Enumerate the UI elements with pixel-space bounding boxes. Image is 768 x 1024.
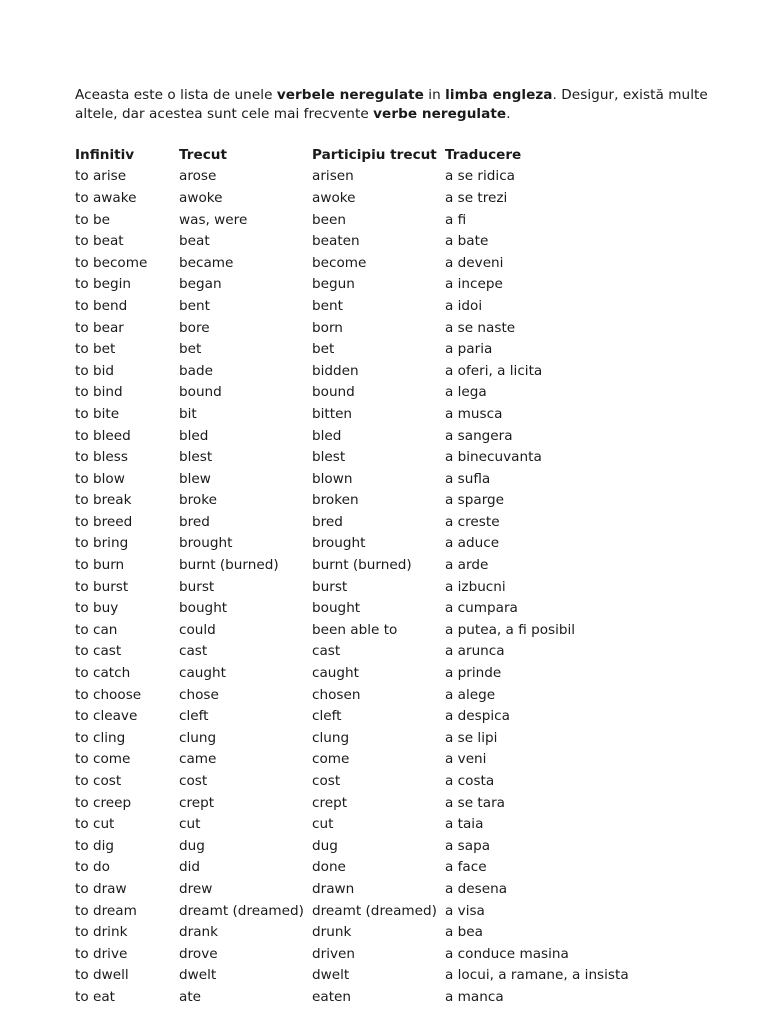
infinitiv-cell: to begin <box>75 276 131 293</box>
table-row <box>75 749 705 771</box>
infinitiv-cell: to cut <box>75 816 115 833</box>
infinitiv-cell: to come <box>75 751 131 768</box>
infinitiv-cell: to cast <box>75 643 122 660</box>
trecut-cell: dug <box>179 837 205 854</box>
infinitiv-cell: to breed <box>75 513 133 530</box>
traducere-cell: a se trezi <box>445 189 508 206</box>
trecut-cell: blest <box>179 449 213 466</box>
participiu-cell: bought <box>312 600 361 617</box>
trecut-cell: became <box>179 254 234 271</box>
trecut-cell: caught <box>179 665 226 682</box>
participiu-cell: clung <box>312 729 350 746</box>
traducere-cell: a aduce <box>445 535 500 552</box>
trecut-cell: blew <box>179 470 211 487</box>
infinitiv-cell: to bid <box>75 362 115 379</box>
participiu-cell: broken <box>312 492 359 509</box>
table-row <box>75 382 705 404</box>
traducere-cell: a creste <box>445 513 500 530</box>
participiu-cell: become <box>312 254 367 271</box>
infinitiv-cell: to dwell <box>75 967 129 984</box>
infinitiv-cell: to can <box>75 621 118 638</box>
trecut-cell: was, were <box>179 211 248 228</box>
trecut-cell: bade <box>179 362 213 379</box>
infinitiv-cell: to become <box>75 254 148 271</box>
trecut-cell: drove <box>179 945 218 962</box>
infinitiv-cell: to bless <box>75 449 128 466</box>
traducere-cell: a se ridica <box>445 168 515 185</box>
table-row <box>75 252 705 274</box>
traducere-cell: a deveni <box>445 254 504 271</box>
table-row <box>75 878 705 900</box>
traducere-cell: a veni <box>445 751 487 768</box>
participiu-cell: bitten <box>312 405 353 422</box>
intro-text-2: in <box>423 86 446 103</box>
table-row <box>75 468 705 490</box>
trecut-cell: burnt (burned) <box>179 557 279 574</box>
infinitiv-cell: to drive <box>75 945 128 962</box>
participiu-cell: burst <box>312 578 348 595</box>
trecut-cell: did <box>179 859 201 876</box>
participiu-cell: blown <box>312 470 353 487</box>
traducere-cell: a arunca <box>445 643 505 660</box>
participiu-cell: arisen <box>312 168 354 185</box>
traducere-cell: a se naste <box>445 319 516 336</box>
traducere-cell: a prinde <box>445 665 502 682</box>
infinitiv-cell: to creep <box>75 794 132 811</box>
traducere-cell: a sparge <box>445 492 505 509</box>
table-row <box>75 900 705 922</box>
table-row <box>75 943 705 965</box>
infinitiv-cell: to do <box>75 859 110 876</box>
header-infinitiv: Infinitiv <box>75 146 135 163</box>
trecut-cell: bled <box>179 427 209 444</box>
infinitiv-cell: to bring <box>75 535 129 552</box>
trecut-cell: dwelt <box>179 967 217 984</box>
participiu-cell: drawn <box>312 880 355 897</box>
intro-bold-3: verbe neregulate <box>373 105 507 122</box>
participiu-cell: cost <box>312 773 341 790</box>
intro-text-1: Aceasta este o lista de unele <box>75 86 277 103</box>
trecut-cell: drew <box>179 880 213 897</box>
infinitiv-cell: to bend <box>75 297 128 314</box>
traducere-cell: a fi <box>445 211 467 228</box>
traducere-cell: a sangera <box>445 427 513 444</box>
table-row <box>75 533 705 555</box>
traducere-cell: a costa <box>445 773 495 790</box>
participiu-cell: cut <box>312 816 334 833</box>
infinitiv-cell: to buy <box>75 600 119 617</box>
participiu-cell: beaten <box>312 233 360 250</box>
table-row <box>75 554 705 576</box>
trecut-cell: clung <box>179 729 217 746</box>
infinitiv-cell: to dream <box>75 902 137 919</box>
infinitiv-cell: to drink <box>75 924 128 941</box>
trecut-cell: burst <box>179 578 215 595</box>
participiu-cell: awoke <box>312 189 356 206</box>
traducere-cell: a paria <box>445 341 493 358</box>
traducere-cell: a locui, a ramane, a insista <box>445 967 629 984</box>
infinitiv-cell: to dig <box>75 837 115 854</box>
table-row <box>75 792 705 814</box>
trecut-cell: awoke <box>179 189 223 206</box>
participiu-cell: come <box>312 751 350 768</box>
participiu-cell: chosen <box>312 686 361 703</box>
table-header-row <box>75 144 705 166</box>
traducere-cell: a incepe <box>445 276 503 293</box>
trecut-cell: bound <box>179 384 222 401</box>
participiu-cell: brought <box>312 535 366 552</box>
intro-text-3: . Desigur, există multe altele, dar acestea sunt cele mai frecvente <box>75 86 708 122</box>
infinitiv-cell: to draw <box>75 880 127 897</box>
traducere-cell: a despica <box>445 708 510 725</box>
trecut-cell: cast <box>179 643 208 660</box>
traducere-cell: a face <box>445 859 487 876</box>
traducere-cell: a sapa <box>445 837 491 854</box>
traducere-cell: a taia <box>445 816 484 833</box>
table-row <box>75 770 705 792</box>
table-row <box>75 857 705 879</box>
traducere-cell: a se lipi <box>445 729 498 746</box>
table-row <box>75 921 705 943</box>
participiu-cell: dug <box>312 837 338 854</box>
table-row <box>75 684 705 706</box>
participiu-cell: eaten <box>312 988 352 1005</box>
table-row <box>75 295 705 317</box>
table-row <box>75 166 705 188</box>
trecut-cell: dreamt (dreamed) <box>179 902 304 919</box>
participiu-cell: dreamt (dreamed) <box>312 902 437 919</box>
table-row <box>75 274 705 296</box>
participiu-cell: drunk <box>312 924 352 941</box>
table-row <box>75 187 705 209</box>
traducere-cell: a cumpara <box>445 600 518 617</box>
traducere-cell: a manca <box>445 988 504 1005</box>
traducere-cell: a lega <box>445 384 487 401</box>
participiu-cell: bidden <box>312 362 359 379</box>
intro-text-4: . <box>506 105 511 122</box>
table-row <box>75 446 705 468</box>
trecut-cell: cleft <box>179 708 209 725</box>
trecut-cell: bent <box>179 297 210 314</box>
table-row <box>75 813 705 835</box>
traducere-cell: a arde <box>445 557 489 574</box>
infinitiv-cell: to bet <box>75 341 116 358</box>
traducere-cell: a izbucni <box>445 578 506 595</box>
participiu-cell: bound <box>312 384 355 401</box>
header-participiu-trecut: Participiu trecut <box>312 146 437 163</box>
trecut-cell: bet <box>179 341 202 358</box>
traducere-cell: a binecuvanta <box>445 449 542 466</box>
trecut-cell: bred <box>179 513 210 530</box>
trecut-cell: ate <box>179 988 202 1005</box>
table-row <box>75 986 705 1008</box>
table-row <box>75 619 705 641</box>
trecut-cell: bore <box>179 319 210 336</box>
traducere-cell: a visa <box>445 902 485 919</box>
table-row <box>75 965 705 987</box>
table-row <box>75 511 705 533</box>
infinitiv-cell: to blow <box>75 470 125 487</box>
traducere-cell: a oferi, a licita <box>445 362 543 379</box>
traducere-cell: a idoi <box>445 297 483 314</box>
participiu-cell: bet <box>312 341 335 358</box>
infinitiv-cell: to burn <box>75 557 125 574</box>
table-row <box>75 338 705 360</box>
table-row <box>75 705 705 727</box>
table-row <box>75 360 705 382</box>
trecut-cell: cost <box>179 773 208 790</box>
table-row <box>75 425 705 447</box>
infinitiv-cell: to arise <box>75 168 127 185</box>
participiu-cell: bent <box>312 297 343 314</box>
table-row <box>75 835 705 857</box>
trecut-cell: bit <box>179 405 197 422</box>
table-body <box>75 166 705 1008</box>
intro-paragraph <box>75 86 715 124</box>
intro-bold-2: limba engleza <box>445 86 553 103</box>
table-row <box>75 403 705 425</box>
traducere-cell: a alege <box>445 686 496 703</box>
table-row <box>75 230 705 252</box>
infinitiv-cell: to bind <box>75 384 123 401</box>
infinitiv-cell: to bleed <box>75 427 131 444</box>
trecut-cell: began <box>179 276 222 293</box>
infinitiv-cell: to cost <box>75 773 122 790</box>
participiu-cell: burnt (burned) <box>312 557 412 574</box>
participiu-cell: dwelt <box>312 967 350 984</box>
table-row <box>75 576 705 598</box>
irregular-verbs-table <box>75 144 705 1008</box>
intro-bold-1: verbele neregulate <box>276 86 424 103</box>
traducere-cell: a desena <box>445 880 508 897</box>
participiu-cell: born <box>312 319 343 336</box>
participiu-cell: done <box>312 859 346 876</box>
traducere-cell: a bea <box>445 924 483 941</box>
infinitiv-cell: to cleave <box>75 708 138 725</box>
infinitiv-cell: to cling <box>75 729 126 746</box>
trecut-cell: chose <box>179 686 219 703</box>
table-row <box>75 209 705 231</box>
participiu-cell: crept <box>312 794 348 811</box>
table-row <box>75 727 705 749</box>
traducere-cell: a musca <box>445 405 503 422</box>
trecut-cell: crept <box>179 794 215 811</box>
participiu-cell: cleft <box>312 708 342 725</box>
trecut-cell: came <box>179 751 217 768</box>
participiu-cell: been able to <box>312 621 398 638</box>
trecut-cell: broke <box>179 492 217 509</box>
participiu-cell: been <box>312 211 346 228</box>
infinitiv-cell: to bite <box>75 405 120 422</box>
infinitiv-cell: to bear <box>75 319 124 336</box>
trecut-cell: bought <box>179 600 228 617</box>
trecut-cell: brought <box>179 535 233 552</box>
table-row <box>75 641 705 663</box>
table-row <box>75 662 705 684</box>
trecut-cell: drank <box>179 924 219 941</box>
traducere-cell: a sufla <box>445 470 491 487</box>
infinitiv-cell: to eat <box>75 988 115 1005</box>
trecut-cell: cut <box>179 816 201 833</box>
traducere-cell: a bate <box>445 233 489 250</box>
trecut-cell: could <box>179 621 216 638</box>
header-traducere: Traducere <box>445 146 522 163</box>
table-row <box>75 597 705 619</box>
table-row <box>75 317 705 339</box>
participiu-cell: bred <box>312 513 343 530</box>
traducere-cell: a putea, a fi posibil <box>445 621 576 638</box>
traducere-cell: a conduce masina <box>445 945 569 962</box>
header-trecut: Trecut <box>179 146 227 163</box>
trecut-cell: arose <box>179 168 217 185</box>
infinitiv-cell: to choose <box>75 686 142 703</box>
infinitiv-cell: to break <box>75 492 132 509</box>
participiu-cell: caught <box>312 665 359 682</box>
traducere-cell: a se tara <box>445 794 505 811</box>
participiu-cell: begun <box>312 276 355 293</box>
infinitiv-cell: to catch <box>75 665 131 682</box>
participiu-cell: blest <box>312 449 346 466</box>
infinitiv-cell: to awake <box>75 189 137 206</box>
infinitiv-cell: to be <box>75 211 110 228</box>
table-row <box>75 490 705 512</box>
infinitiv-cell: to burst <box>75 578 129 595</box>
infinitiv-cell: to beat <box>75 233 124 250</box>
participiu-cell: bled <box>312 427 342 444</box>
trecut-cell: beat <box>179 233 210 250</box>
participiu-cell: driven <box>312 945 356 962</box>
participiu-cell: cast <box>312 643 341 660</box>
